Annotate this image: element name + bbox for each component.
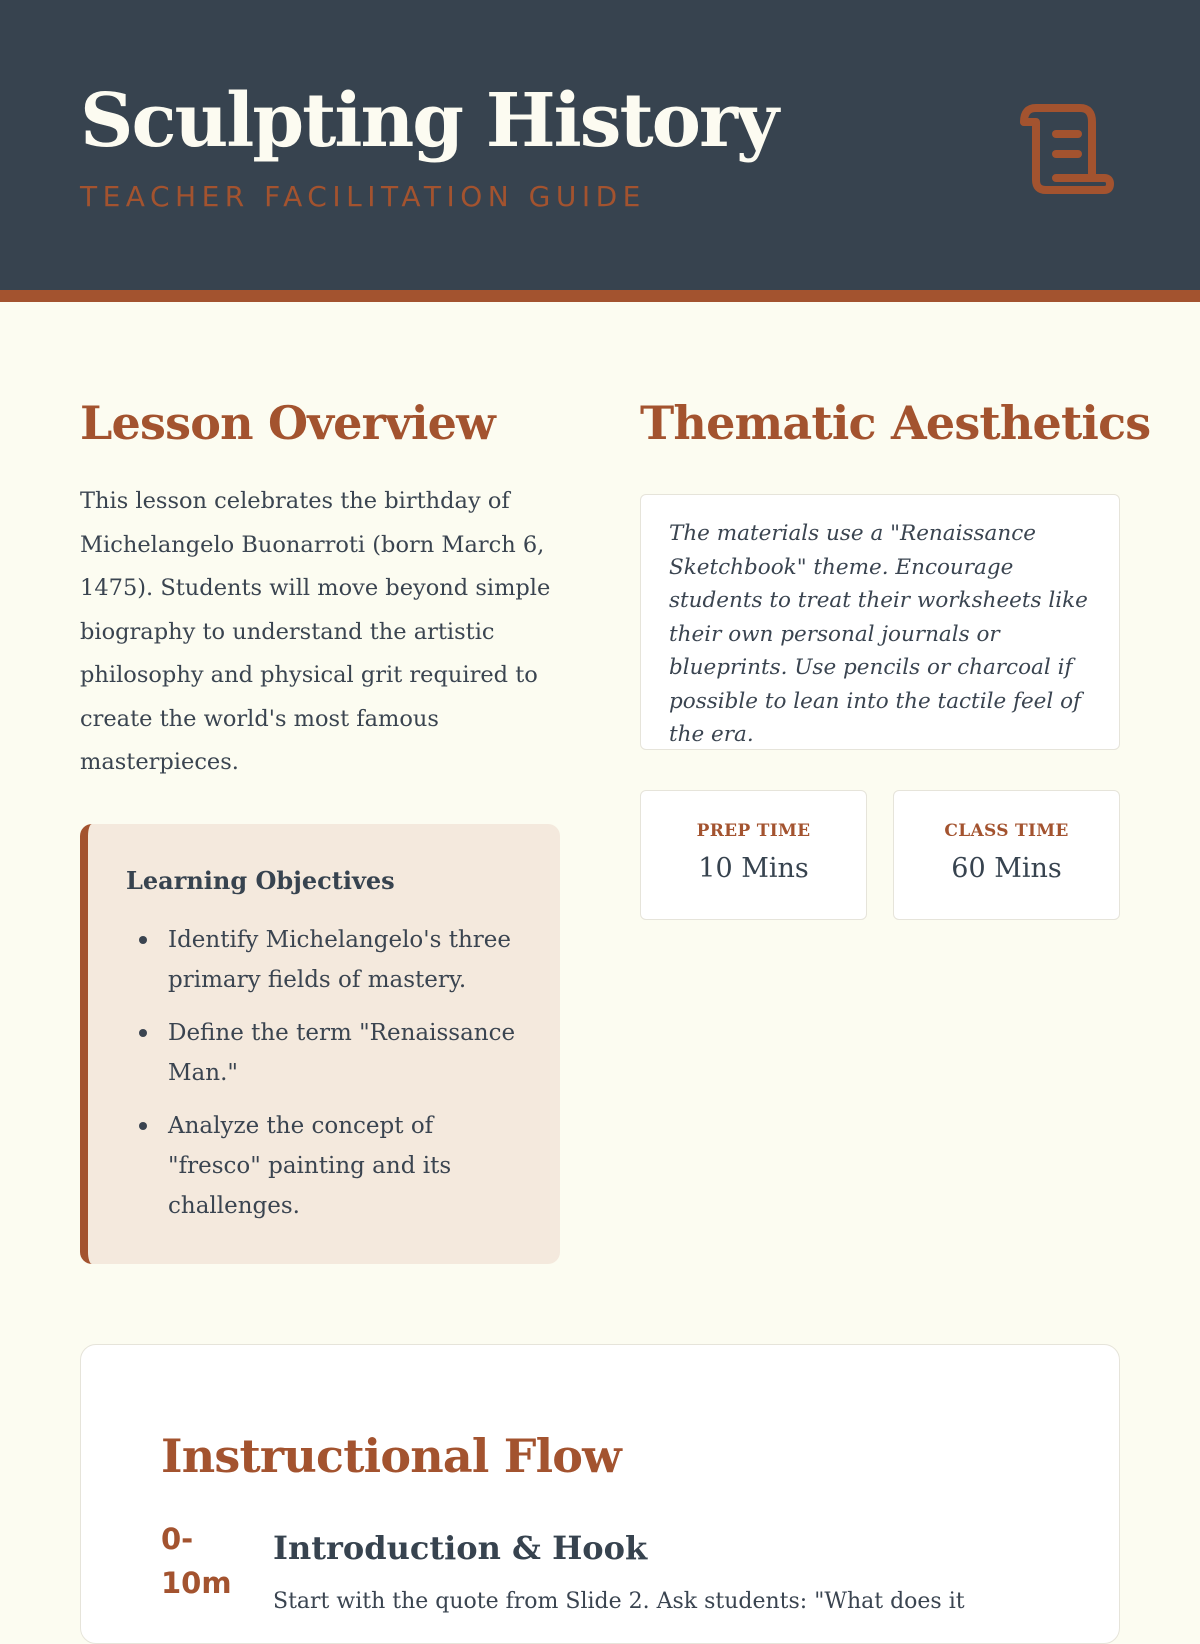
page-header [0,0,1200,302]
prep-time-card [640,790,867,920]
class-time-label: CLASS TIME [944,821,1069,841]
aesthetics-heading: Thematic Aesthetics [640,396,1151,450]
page-title: Sculpting History [80,78,777,164]
list-item: Analyze the concept of "fresco" painting and its challenges. [128,1106,528,1226]
instructional-flow-card [80,1344,1120,1644]
aesthetics-text: The materials use a "Renaissance Sketchbook" theme. Encourage students to treat their worksheets like their own personal journals or blueprints. Use pencils or charcoal if possible to lean into the tactile feel of the era. [669,521,1088,747]
prep-time-value: 10 Mins [698,853,809,884]
class-time-value: 60 Mins [951,853,1062,884]
list-item: Identify Michelangelo's three primary fields of mastery. [128,920,528,1000]
prep-time-label: PREP TIME [696,821,811,841]
step-title: Introduction & Hook [273,1529,648,1567]
overview-text: This lesson celebrates the birthday of Michelangelo Buonarroti (born March 6, 1475). Students will move beyond simple biography to understand the artistic philosophy and physical grit required to create the world's most famous masterpieces. [80,488,551,775]
flow-heading: Instructional Flow [161,1429,621,1483]
step-time: 0-10m [161,1522,232,1600]
objectives-list [128,920,528,1239]
aesthetics-card [640,494,1120,750]
objectives-heading: Learning Objectives [126,866,395,895]
page-subtitle: TEACHER FACILITATION GUIDE [80,180,646,213]
list-item: Define the term "Renaissance Man." [128,1013,528,1093]
overview-heading: Lesson Overview [80,396,495,450]
learning-objectives-box [80,824,560,1264]
scroll-icon [1016,104,1116,196]
step-text: Start with the quote from Slide 2. Ask students: "What does it [273,1589,965,1614]
class-time-card [893,790,1120,920]
